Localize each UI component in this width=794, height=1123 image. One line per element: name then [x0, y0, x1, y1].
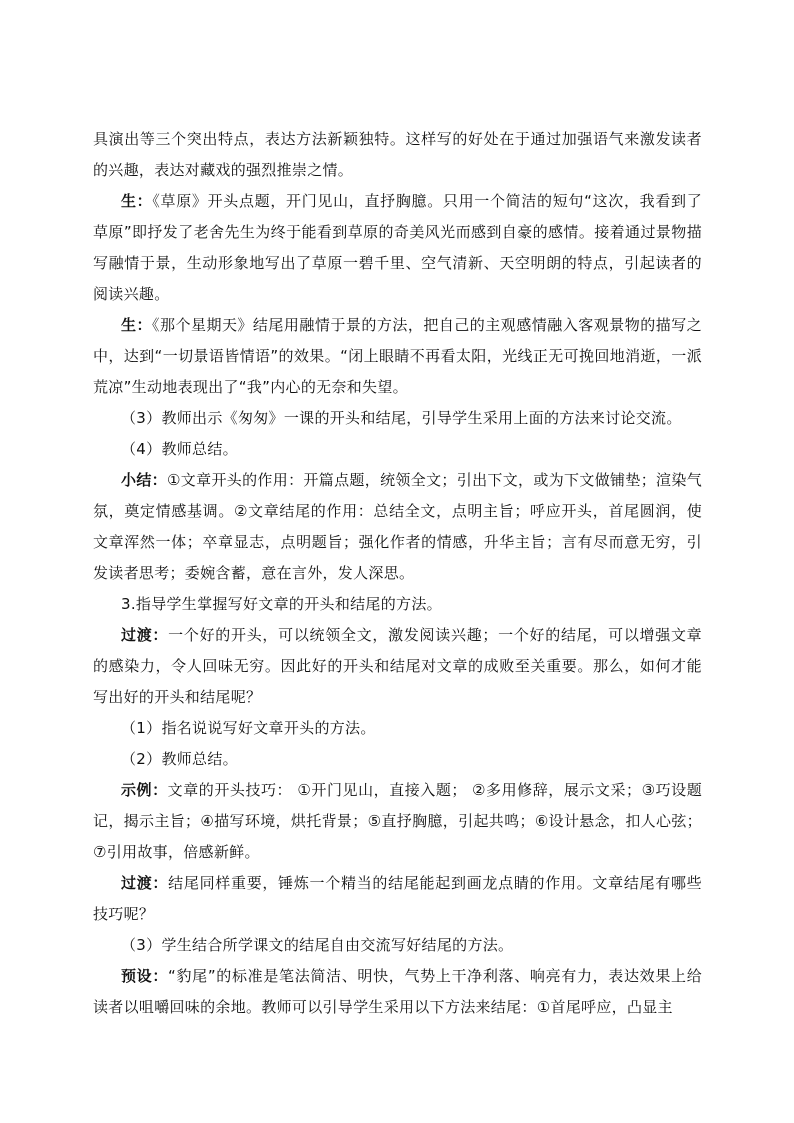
paragraph-text: 一个好的开头，可以统领全文，激发阅读兴趣；一个好的结尾，可以增强文章的感染力，令人回味无穷。因此好的开头和结尾对文章的成败至关重要。那么，如何才能写出好的开头和结尾呢？ — [93, 626, 702, 706]
paragraph-label: 小结： — [121, 471, 167, 489]
paragraph-text: （4）教师总结。 — [121, 440, 238, 458]
paragraph-12 — [93, 868, 702, 930]
paragraph-text: 结尾同样重要，锤炼一个精当的结尾能起到画龙点睛的作用。文章结尾有哪些技巧呢？ — [93, 874, 702, 923]
paragraph-7 — [93, 589, 702, 620]
paragraph-label: 过渡： — [121, 874, 169, 892]
paragraph-text: 具演出等三个突出特点，表达方法新颖独特。这样写的好处在于通过加强语气来激发读者的兴趣，表达对藏戏的强烈推崇之情。 — [93, 130, 702, 179]
paragraph-label: 生： — [121, 316, 152, 334]
paragraph-11 — [93, 775, 702, 868]
paragraph-9 — [93, 713, 702, 744]
paragraph-10 — [93, 744, 702, 775]
paragraph-5 — [93, 434, 702, 465]
paragraph-14 — [93, 961, 702, 1023]
paragraph-label: 预设： — [121, 967, 169, 985]
paragraph-2 — [93, 186, 702, 310]
paragraph-3 — [93, 310, 702, 403]
paragraph-label: 生： — [121, 192, 153, 210]
paragraph-text: 《那个星期天》结尾用融情于景的方法，把自己的主观感情融入客观景物的描写之中，达到“一切景语皆情语”的效果。“闭上眼睛不再看太阳，光线正无可挽回地消逝，一派荒凉”生动地表现出了“我”内心的无奈和失望。 — [93, 316, 702, 396]
paragraph-label: 示例： — [121, 781, 168, 799]
paragraph-text: （2）教师总结。 — [121, 750, 238, 768]
paragraph-text: 《草原》开头点题，开门见山，直抒胸臆。只用一个简洁的短句“这次，我看到了草原”即抒发了老舍先生为终于能看到草原的奇美风光而感到自豪的感情。接着通过景物描写融情于景，生动形象地写出了草原一碧千里、空气清新、天空明朗的特点，引起读者的阅读兴趣。 — [93, 192, 702, 303]
paragraph-text: “豹尾”的标准是笔法简洁、明快，气势上干净利落、响亮有力，表达效果上给读者以咀嚼回味的余地。教师可以引导学生采用以下方法来结尾：①首尾呼应，凸显主 — [93, 967, 702, 1016]
paragraph-text: （3）学生结合所学课文的结尾自由交流写好结尾的方法。 — [121, 936, 514, 954]
paragraph-4 — [93, 403, 702, 434]
paragraph-text: （3）教师出示《匆匆》一课的开头和结尾，引导学生采用上面的方法来讨论交流。 — [121, 409, 682, 427]
paragraph-13 — [93, 930, 702, 961]
paragraph-6 — [93, 465, 702, 589]
paragraph-text: 文章的开头技巧： ①开门见山，直接入题； ②多用修辞，展示文采；③巧设题记，揭示主旨；④描写环境，烘托背景；⑤直抒胸臆，引起共鸣；⑥设计悬念，扣人心弦；⑦引用故事，倍感新鲜。 — [93, 781, 702, 861]
paragraph-text: 3.指导学生掌握写好文章的开头和结尾的方法。 — [121, 595, 442, 613]
paragraph-text: ①文章开头的作用：开篇点题，统领全文；引出下文，或为下文做铺垫；渲染气氛，奠定情感基调。②文章结尾的作用：总结全文，点明主旨；呼应开头，首尾圆润，使文章浑然一体；卒章显志，点明题旨；强化作者的情感，升华主旨；言有尽而意无穷，引发读者思考；委婉含蓄，意在言外，发人深思。 — [93, 471, 702, 582]
paragraph-8 — [93, 620, 702, 713]
paragraph-label: 过渡： — [121, 626, 169, 644]
paragraph-1 — [93, 124, 702, 186]
paragraph-text: （1）指名说说写好文章开头的方法。 — [121, 719, 376, 737]
